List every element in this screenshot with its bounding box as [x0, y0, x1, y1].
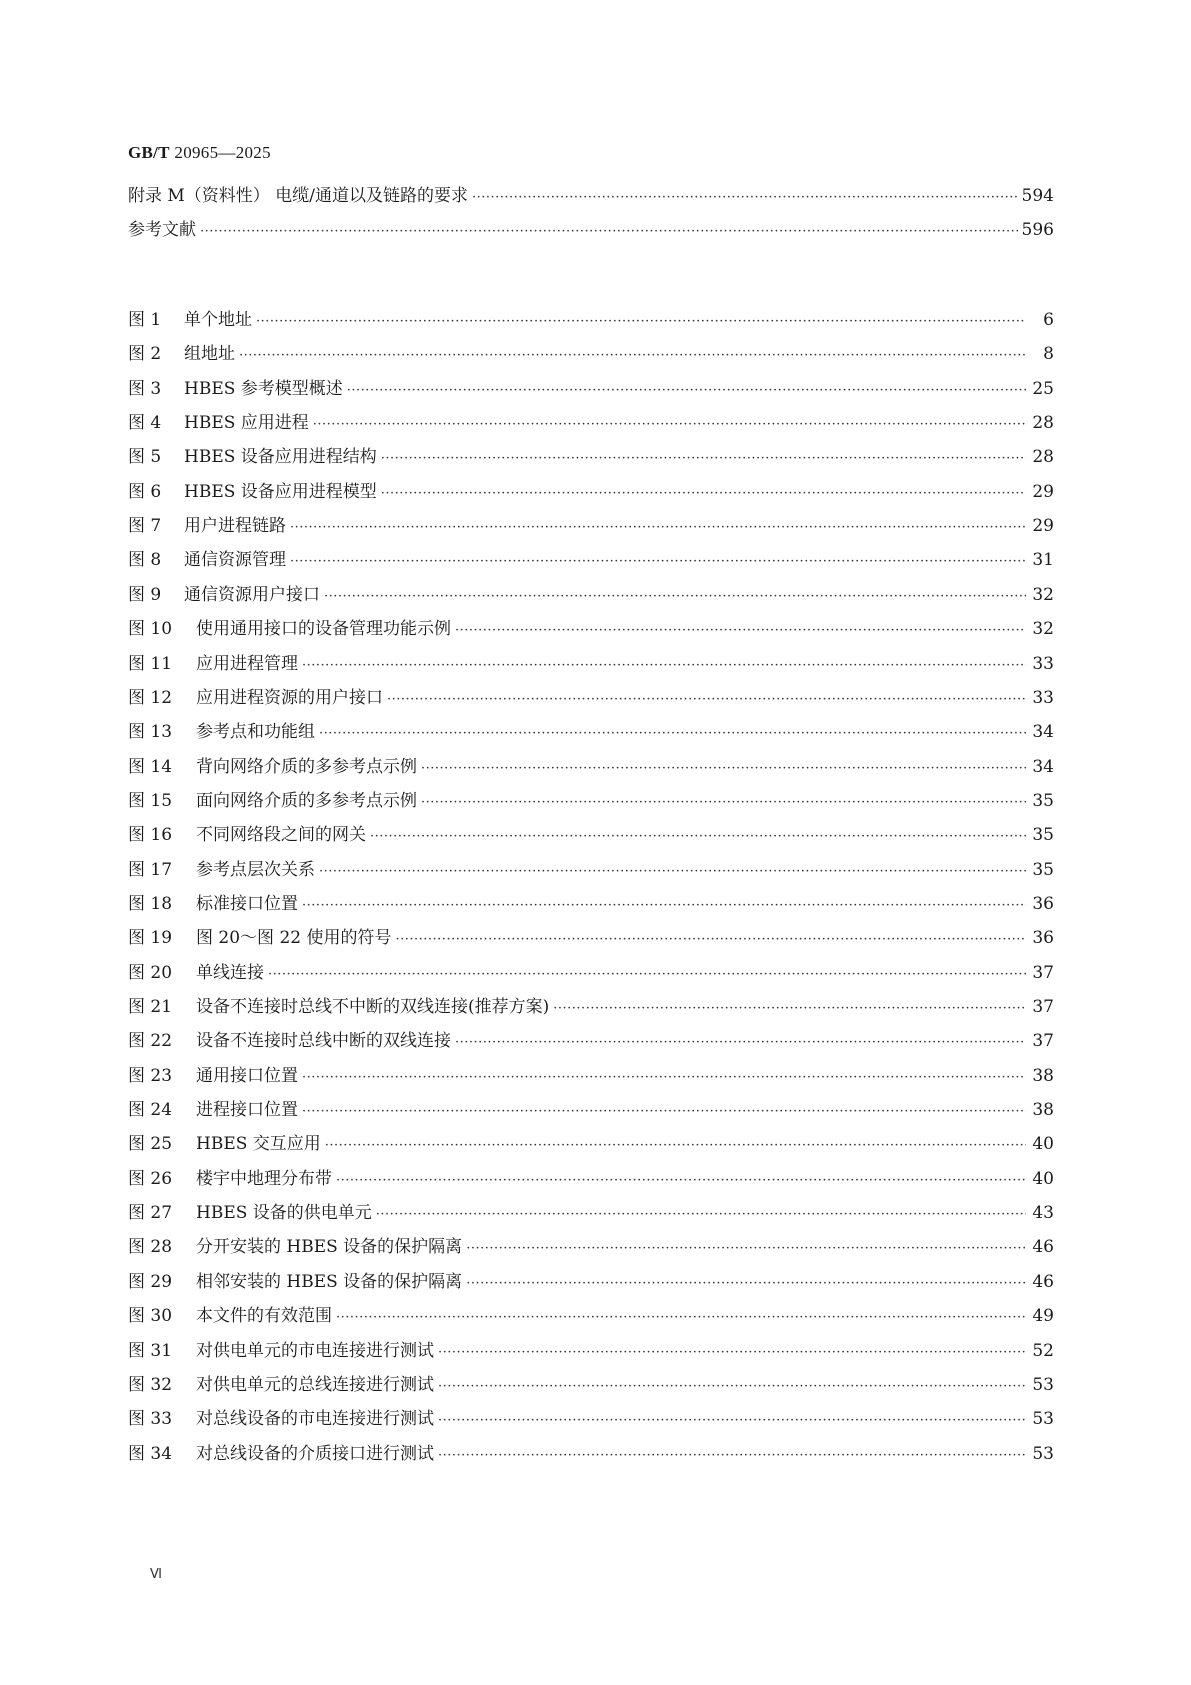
figure-number: 图 6 [128, 481, 162, 502]
figure-entry[interactable] [128, 1441, 1054, 1467]
figure-number: 图 8 [128, 550, 162, 571]
figure-number: 图 26 [128, 1168, 173, 1189]
toc-entry-title: 附录 M（资料性） 电缆/通道以及链路的要求 [128, 186, 468, 206]
figure-title: 对总线设备的介质接口进行测试 [196, 1443, 434, 1464]
leader-dots [290, 515, 1026, 541]
figure-page: 53 [1032, 1409, 1054, 1430]
figure-entry[interactable] [128, 1131, 1054, 1157]
leader-dots [200, 219, 1018, 245]
toc-entry-page: 596 [1021, 220, 1054, 240]
figure-page: 33 [1032, 687, 1054, 708]
document-header [128, 143, 271, 163]
figure-number: 图 20 [128, 962, 173, 983]
figure-entry[interactable] [128, 1063, 1054, 1089]
figure-number: 图 10 [128, 619, 173, 640]
figure-page: 35 [1032, 859, 1054, 880]
figure-page: 35 [1032, 790, 1054, 811]
figure-title: 组地址 [184, 344, 235, 365]
leader-dots [302, 893, 1026, 919]
figure-number: 图 1 [128, 310, 162, 330]
leader-dots [438, 1374, 1026, 1400]
figure-title: 标准接口位置 [196, 893, 298, 914]
figure-title: HBES 设备的供电单元 [196, 1203, 372, 1224]
figure-number: 图 30 [128, 1306, 173, 1327]
figure-title: HBES 应用进程 [184, 413, 309, 434]
figure-page: 33 [1032, 653, 1054, 674]
figure-title: HBES 设备应用进程结构 [184, 447, 377, 468]
leader-dots [239, 343, 1026, 369]
figure-title: 用户进程链路 [184, 516, 286, 537]
leader-dots [325, 1133, 1026, 1159]
figure-entry[interactable] [128, 582, 1054, 608]
figure-title: 不同网络段之间的网关 [196, 825, 366, 846]
figure-entry[interactable] [128, 307, 1054, 333]
figure-page: 34 [1032, 722, 1054, 743]
figure-number: 图 5 [128, 447, 162, 468]
figure-page: 49 [1032, 1306, 1054, 1327]
figure-page: 46 [1032, 1237, 1054, 1258]
figure-title: 对供电单元的总线连接进行测试 [196, 1374, 434, 1395]
figure-entry[interactable] [128, 651, 1054, 677]
figure-number: 图 15 [128, 790, 173, 811]
figure-number: 图 2 [128, 344, 162, 365]
figure-title: 本文件的有效范围 [196, 1306, 332, 1327]
figure-page: 34 [1032, 756, 1054, 777]
leader-dots [381, 446, 1026, 472]
figure-number: 图 12 [128, 687, 173, 708]
figure-entry[interactable] [128, 1303, 1054, 1329]
figure-entry[interactable] [128, 994, 1054, 1020]
figure-entry[interactable] [128, 1166, 1054, 1192]
leader-dots [395, 927, 1026, 953]
figure-title: 对供电单元的市电连接进行测试 [196, 1340, 434, 1361]
figure-page: 52 [1032, 1340, 1054, 1361]
leader-dots [455, 1030, 1026, 1056]
figure-title: 应用进程资源的用户接口 [196, 687, 383, 708]
figure-title: 应用进程管理 [196, 653, 298, 674]
figure-number: 图 3 [128, 378, 162, 399]
figure-entry[interactable] [128, 376, 1054, 402]
figure-page: 29 [1032, 516, 1054, 537]
figure-number: 图 29 [128, 1271, 173, 1292]
figure-page: 36 [1032, 893, 1054, 914]
figure-page: 32 [1032, 619, 1054, 640]
figure-title: 参考点和功能组 [196, 722, 315, 743]
figure-page: 31 [1032, 550, 1054, 571]
figure-title: 设备不连接时总线不中断的双线连接(推荐方案) [196, 997, 550, 1017]
figure-number: 图 34 [128, 1443, 173, 1464]
leader-dots [438, 1408, 1026, 1434]
leader-dots [438, 1340, 1026, 1366]
figure-number: 图 16 [128, 825, 173, 846]
figure-entry[interactable] [128, 685, 1054, 711]
figure-title: 相邻安装的 HBES 设备的保护隔离 [196, 1271, 463, 1292]
leader-dots [290, 549, 1026, 575]
figure-entry[interactable] [128, 1028, 1054, 1054]
figure-entry[interactable] [128, 891, 1054, 917]
figure-number: 图 13 [128, 722, 173, 743]
leader-dots [256, 309, 1026, 335]
figure-entry[interactable] [128, 479, 1054, 505]
figure-entry[interactable] [128, 616, 1054, 642]
figure-page: 35 [1032, 825, 1054, 846]
figure-title: 通用接口位置 [196, 1065, 298, 1086]
toc-entry[interactable] [128, 183, 1054, 209]
figure-page: 53 [1032, 1443, 1054, 1464]
figure-entry[interactable] [128, 444, 1054, 470]
figure-page: 32 [1032, 584, 1054, 605]
figure-entry[interactable] [128, 1234, 1054, 1260]
figure-entry[interactable] [128, 1372, 1054, 1398]
figure-page: 25 [1032, 378, 1054, 399]
toc-entry-page: 594 [1021, 186, 1054, 206]
figure-number: 图 27 [128, 1203, 173, 1224]
page-number: Ⅵ [150, 1567, 162, 1582]
figure-entry[interactable] [128, 547, 1054, 573]
toc-entry[interactable] [128, 217, 1054, 243]
leader-dots [347, 378, 1026, 404]
figure-title: 单个地址 [184, 310, 252, 330]
figure-number: 图 4 [128, 413, 162, 434]
leader-dots [302, 1065, 1026, 1091]
leader-dots [324, 584, 1026, 610]
figure-title: 进程接口位置 [196, 1100, 298, 1121]
figure-number: 图 28 [128, 1237, 173, 1258]
figure-entry[interactable] [128, 410, 1054, 436]
leader-dots [336, 1305, 1026, 1331]
figure-title: 设备不连接时总线中断的双线连接 [196, 1031, 451, 1052]
leader-dots [376, 1202, 1026, 1228]
leader-dots [466, 1271, 1026, 1297]
figure-number: 图 23 [128, 1065, 173, 1086]
figure-entry[interactable] [128, 1097, 1054, 1123]
leader-dots [455, 618, 1026, 644]
figure-title: 使用通用接口的设备管理功能示例 [196, 619, 451, 640]
leader-dots [421, 756, 1026, 782]
figure-title: 图 20～图 22 使用的符号 [196, 928, 392, 949]
figure-title: 通信资源用户接口 [184, 584, 320, 605]
figure-number: 图 11 [128, 653, 173, 674]
leader-dots [381, 481, 1026, 507]
figure-number: 图 33 [128, 1409, 173, 1430]
figure-number: 图 19 [128, 928, 173, 949]
figure-page: 43 [1032, 1203, 1054, 1224]
figure-entry[interactable] [128, 754, 1054, 780]
figure-entry[interactable] [128, 1338, 1054, 1364]
leader-dots [553, 996, 1026, 1022]
figure-number: 图 24 [128, 1100, 173, 1121]
figure-number: 图 7 [128, 516, 162, 537]
figure-page: 38 [1032, 1065, 1054, 1086]
leader-dots [268, 962, 1026, 988]
figure-number: 图 18 [128, 893, 173, 914]
leader-dots [302, 1099, 1026, 1125]
figure-number: 图 21 [128, 997, 173, 1017]
leader-dots [319, 721, 1026, 747]
figure-number: 图 31 [128, 1340, 173, 1361]
standard-code: GB/T [128, 143, 170, 162]
figure-title: 楼宇中地理分布带 [196, 1168, 332, 1189]
figure-page: 46 [1032, 1271, 1054, 1292]
leader-dots [421, 790, 1026, 816]
figure-entry[interactable] [128, 513, 1054, 539]
figure-entry[interactable] [128, 857, 1054, 883]
leader-dots [319, 859, 1026, 885]
standard-number: 20965—2025 [174, 143, 271, 162]
figure-title: 对总线设备的市电连接进行测试 [196, 1409, 434, 1430]
figure-entry[interactable] [128, 788, 1054, 814]
figure-title: 参考点层次关系 [196, 859, 315, 880]
leader-dots [438, 1443, 1026, 1469]
leader-dots [387, 687, 1026, 713]
figure-page: 37 [1032, 997, 1054, 1017]
figure-number: 图 25 [128, 1134, 173, 1155]
figure-entry[interactable] [128, 1200, 1054, 1226]
figure-page: 29 [1032, 481, 1054, 502]
figure-entry[interactable] [128, 719, 1054, 745]
figure-entry[interactable] [128, 960, 1054, 986]
figure-entry[interactable] [128, 822, 1054, 848]
leader-dots [472, 185, 1018, 211]
figure-title: 背向网络介质的多参考点示例 [196, 756, 417, 777]
figure-title: 通信资源管理 [184, 550, 286, 571]
toc-entry-title: 参考文献 [128, 220, 196, 240]
figure-title: HBES 参考模型概述 [184, 378, 343, 399]
figure-title: HBES 交互应用 [196, 1134, 321, 1155]
figure-page: 38 [1032, 1100, 1054, 1121]
figure-entry[interactable] [128, 925, 1054, 951]
figure-page: 6 [1043, 310, 1054, 330]
figure-title: HBES 设备应用进程模型 [184, 481, 377, 502]
figure-number: 图 32 [128, 1374, 173, 1395]
figure-number: 图 14 [128, 756, 173, 777]
leader-dots [313, 412, 1026, 438]
figure-entry[interactable] [128, 1269, 1054, 1295]
figure-page: 28 [1032, 447, 1054, 468]
figure-number: 图 22 [128, 1031, 173, 1052]
figure-page: 40 [1032, 1168, 1054, 1189]
figure-page: 8 [1043, 344, 1054, 365]
figure-entry[interactable] [128, 1406, 1054, 1432]
figure-page: 37 [1032, 962, 1054, 983]
leader-dots [302, 653, 1026, 679]
figure-page: 36 [1032, 928, 1054, 949]
figure-entry[interactable] [128, 341, 1054, 367]
leader-dots [370, 824, 1026, 850]
figure-page: 53 [1032, 1374, 1054, 1395]
figure-page: 37 [1032, 1031, 1054, 1052]
figure-number: 图 17 [128, 859, 173, 880]
leader-dots [336, 1168, 1026, 1194]
leader-dots [466, 1236, 1026, 1262]
figure-page: 28 [1032, 413, 1054, 434]
figure-title: 单线连接 [196, 962, 264, 983]
figure-page: 40 [1032, 1134, 1054, 1155]
figure-title: 面向网络介质的多参考点示例 [196, 790, 417, 811]
figure-title: 分开安装的 HBES 设备的保护隔离 [196, 1237, 463, 1258]
figure-number: 图 9 [128, 584, 162, 605]
